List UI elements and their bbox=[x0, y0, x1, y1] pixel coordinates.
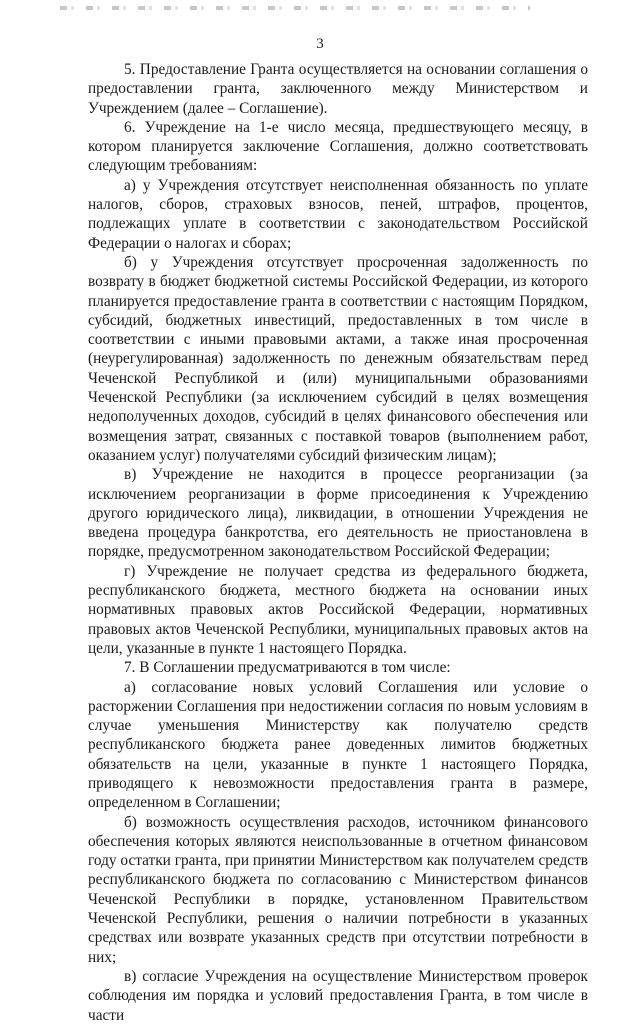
paragraph-7a: а) согласование новых условий Соглашения или условие о расторжении Соглашения при недостижении согласия по новым условиям в случае уменьшения Министерству как получателю средств республиканского бюджета ранее доведенных лимитов бюджетных обязательств на цели, указанные в пункте 1 настоящего Порядка, приводящего к невозможности предоставления гранта в размере, определенном в Соглашении; bbox=[88, 678, 588, 812]
paragraph-6v: в) Учреждение не находится в процессе реорганизации (за исключением реорганизации в форме присоединения к Учреждению другого юридического лица), ликвидации, в отношении Учреждения не введена процедура банкротства, его деятельность не приостановлена в порядке, предусмотренном законодательством Российской Федерации; bbox=[88, 466, 588, 561]
page-number: 3 bbox=[316, 36, 324, 52]
paragraph-6a: а) у Учреждения отсутствует неисполненная обязанность по уплате налогов, сборов, страховых взносов, пеней, штрафов, процентов, подлежащих уплате в соответствии с законодательством Российской Федерации о налогах и сборах; bbox=[88, 176, 588, 252]
scan-artifact bbox=[60, 6, 530, 10]
paragraph-5: 5. Предоставление Гранта осуществляется на основании соглашения о предоставлении гранта, заключенного между Министерством и Учреждением (далее – Соглашение). bbox=[88, 61, 588, 117]
paragraph-6g: г) Учреждение не получает средства из федерального бюджета, республиканского бюджета, местного бюджета на основании иных нормативных правовых актов Российской Федерации, нормативных правовых актов Чеченской Республики, муниципальных правовых актов на цели, указанные в пункте 1 настоящего Порядка. bbox=[88, 562, 588, 657]
paragraph-6b: б) у Учреждения отсутствует просроченная задолженность по возврату в бюджет бюджетной системы Российской Федерации, из которого планируется предоставление гранта в соответствии с настоящим Порядком, субсидий, бюджетных инвестиций, предоставленных в том числе в соответствии с иными правовыми актами, а также иная просроченная (неурегулированная) задолженность по денежным обязательствам перед Чеченской Республикой и (или) муниципальными образованиями Чеченской Республики (за исключением субсидий в целях возмещения недополученных доходов, субсидий в целях финансового обеспечения или возмещения затрат, связанных с поставкой товаров (выполнением работ, оказанием услуг) получателями субсидий физическим лицам); bbox=[88, 253, 588, 464]
paragraph-7v: в) согласие Учреждения на осуществление Министерством проверок соблюдения им порядка и условий предоставления Гранта, в том числе в части bbox=[88, 967, 588, 1024]
paragraph-7: 7. В Соглашении предусматриваются в том числе: bbox=[124, 659, 451, 677]
paragraph-6: 6. Учреждение на 1-е число месяца, предшествующего месяцу, в котором планируется заключение Соглашения, должно соответствовать следующим требованиям: bbox=[88, 118, 588, 175]
paragraph-7b: б) возможность осуществления расходов, источником финансового обеспечения которых являются неиспользованные в отчетном финансовом году остатки гранта, при принятии Министерством как получателем средств республиканского бюджета по согласованию с Министерством финансов Чеченской Республики в порядке, установленном Правительством Чеченской Республики, решения о наличии потребности в указанных средствах или возврате указанных средств при отсутствии потребности в них; bbox=[88, 813, 588, 966]
document-body bbox=[88, 60, 588, 1025]
